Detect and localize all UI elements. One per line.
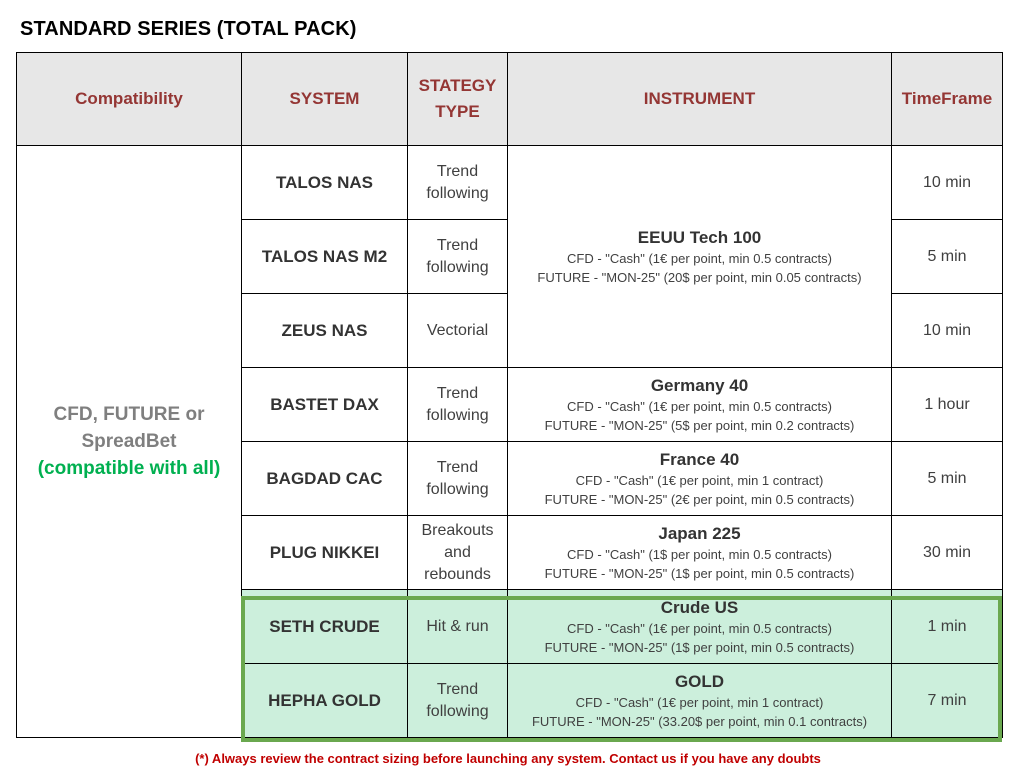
header-strategy-type-line1: STATEGY	[418, 76, 497, 95]
timeframe: 30 min	[892, 516, 1003, 590]
instrument-future: FUTURE - "MON-25" (1$ per point, min 0.5 contracts)	[544, 565, 855, 581]
system-name: BAGDAD CAC	[242, 442, 408, 516]
strategy-type-line: following	[426, 702, 489, 720]
system-name: BASTET DAX	[242, 368, 408, 442]
timeframe: 7 min	[892, 664, 1003, 738]
compatibility-cell	[17, 146, 242, 738]
strategy-type	[408, 590, 508, 664]
compatibility-note: (compatible with all)	[37, 458, 221, 479]
strategy-type-line: Trend	[436, 680, 479, 698]
strategy-type-line: Hit & run	[426, 617, 489, 635]
instrument-future: FUTURE - "MON-25" (5$ per point, min 0.2 contracts)	[544, 417, 855, 433]
strategy-type-line: Trend	[436, 236, 479, 254]
timeframe: 10 min	[892, 146, 1003, 220]
header-strategy-type	[408, 53, 508, 146]
disclaimer-note: (*) Always review the contract sizing before launching any system. Contact us if you have any doubts	[195, 751, 821, 766]
timeframe: 10 min	[892, 294, 1003, 368]
compatibility-line1: CFD, FUTURE or	[53, 404, 205, 425]
systems-table	[16, 52, 1003, 738]
header-row	[17, 53, 1003, 146]
header-instrument: INSTRUMENT	[508, 53, 892, 146]
strategy-type	[408, 664, 508, 738]
strategy-type	[408, 146, 508, 220]
strategy-type	[408, 220, 508, 294]
strategy-type	[408, 368, 508, 442]
table-row	[17, 146, 1003, 220]
timeframe: 5 min	[892, 220, 1003, 294]
header-compatibility: Compatibility	[17, 53, 242, 146]
instrument-name: EEUU Tech 100	[637, 227, 762, 247]
instrument-cfd: CFD - "Cash" (1€ per point, min 1 contract)	[575, 472, 824, 488]
system-name: HEPHA GOLD	[242, 664, 408, 738]
instrument-cell	[508, 664, 892, 738]
instrument-cell	[508, 516, 892, 590]
instrument-cfd: CFD - "Cash" (1€ per point, min 0.5 contracts)	[567, 398, 832, 414]
instrument-future: FUTURE - "MON-25" (1$ per point, min 0.5 contracts)	[544, 639, 855, 655]
strategy-type-line: and	[444, 543, 471, 561]
compatibility-line2: SpreadBet	[81, 431, 177, 452]
system-name: SETH CRUDE	[242, 590, 408, 664]
timeframe: 5 min	[892, 442, 1003, 516]
instrument-cell	[508, 590, 892, 664]
instrument-name: France 40	[659, 449, 740, 469]
strategy-type	[408, 442, 508, 516]
instrument-cell	[508, 146, 892, 368]
system-name: TALOS NAS M2	[242, 220, 408, 294]
timeframe: 1 min	[892, 590, 1003, 664]
strategy-type-line: Breakouts	[421, 521, 494, 539]
system-name: TALOS NAS	[242, 146, 408, 220]
strategy-type-line: Trend	[436, 384, 479, 402]
header-strategy-type-line2: TYPE	[435, 102, 480, 121]
strategy-type-line: following	[426, 258, 489, 276]
instrument-cell	[508, 368, 892, 442]
page-title: STANDARD SERIES (TOTAL PACK)	[20, 18, 357, 40]
system-name: ZEUS NAS	[242, 294, 408, 368]
instrument-name: Germany 40	[650, 375, 749, 395]
strategy-type-line: Vectorial	[426, 321, 489, 339]
strategy-type-line: following	[426, 480, 489, 498]
strategy-type-line: Trend	[436, 162, 479, 180]
instrument-name: GOLD	[674, 671, 725, 691]
strategy-type-line: rebounds	[424, 565, 491, 583]
header-timeframe: TimeFrame	[892, 53, 1003, 146]
instrument-name: Crude US	[660, 597, 739, 617]
instrument-cell	[508, 442, 892, 516]
instrument-cfd: CFD - "Cash" (1$ per point, min 0.5 contracts)	[567, 546, 832, 562]
strategy-type	[408, 294, 508, 368]
instrument-cfd: CFD - "Cash" (1€ per point, min 1 contract)	[575, 694, 824, 710]
header-system: SYSTEM	[242, 53, 408, 146]
instrument-future: FUTURE - "MON-25" (20$ per point, min 0.05 contracts)	[537, 269, 862, 285]
instrument-cfd: CFD - "Cash" (1€ per point, min 0.5 contracts)	[567, 620, 832, 636]
strategy-type-line: Trend	[436, 458, 479, 476]
timeframe: 1 hour	[892, 368, 1003, 442]
instrument-future: FUTURE - "MON-25" (2€ per point, min 0.5 contracts)	[544, 491, 855, 507]
strategy-type	[408, 516, 508, 590]
system-name: PLUG NIKKEI	[242, 516, 408, 590]
strategy-type-line: following	[426, 406, 489, 424]
strategy-type-line: following	[426, 184, 489, 202]
instrument-future: FUTURE - "MON-25" (33.20$ per point, min 0.1 contracts)	[531, 713, 868, 729]
instrument-name: Japan 225	[658, 523, 741, 543]
instrument-cfd: CFD - "Cash" (1€ per point, min 0.5 contracts)	[567, 250, 832, 266]
